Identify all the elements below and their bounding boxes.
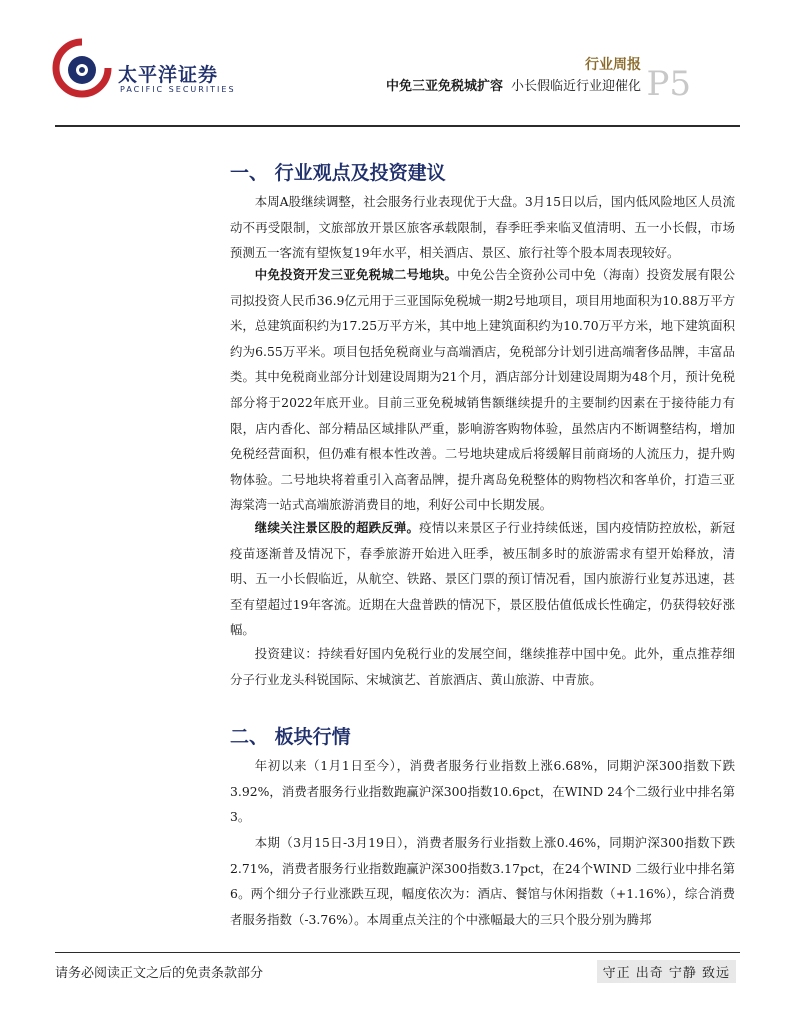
section-title-sector-performance: 二、 板块行情	[230, 726, 351, 748]
paragraph-weekly-performance: 本期（3月15日-3月19日），消费者服务行业指数上涨0.46%，同期沪深300指数下跌2.71%，消费者服务行业指数跑赢沪深300指数3.17pct，在24个WIND 二级行业中排名第6。两个细分子行业涨跌互现，幅度依次为：酒店、餐馆与休闲指数（+1.16%），综合消费者服务指数（-3.76%）。本周重点关注的个中涨幅最大的三只个股分别为腾邦	[230, 835, 735, 927]
report-title	[386, 75, 641, 94]
paragraph-ytd-performance: 年初以来（1月1日至今），消费者服务行业指数上涨6.68%，同期沪深300指数下跌3.92%，消费者服务行业指数跑赢沪深300指数10.6pct，在WIND 24个二级行业中排名第3。	[230, 758, 735, 825]
brand-name-en: PACIFIC SECURITIES	[120, 85, 236, 94]
paragraph-body: 中免公告全资孙公司中免（海南）投资发展有限公司拟投资人民币36.9亿元用于三亚国际免税城一期2号地项目，项目用地面积为10.88万平方米，总建筑面积约为17.25万平方米，其中地上建筑面积约为10.70万平方米，地下建筑面积约为6.55万平米。项目包括免税商业与高端酒店，免税部分计划引进高端奢侈品牌，丰富品类。其中免税商业部分计划建设周期为21个月，酒店部分计划建设周期为48个月，预计免税部分将于2022年底开业。目前三亚免税城销售额继续提升的主要制约因素在于接待能力有限，店内香化、部分精品区域排队严重，影响游客购物体验，虽然店内不断调整结构，增加免税经营面积，但仍难有根本性改善。二号地块建成后将缓解目前商场的人流压力，提升购物体验。二号地块将着重引入高奢品牌，提升离岛免税整体的购物档次和客单价，打造三亚海棠湾一站式高端旅游消费目的地，利好公司中长期发展。	[230, 267, 735, 513]
page-number: P5	[646, 64, 691, 104]
paragraph-lead: 中免投资开发三亚免税城二号地块。	[254, 267, 458, 282]
paragraph-investment-advice: 投资建议：持续看好国内免税行业的发展空间，继续推荐中国中免。此外，重点推荐细分子行业龙头科锐国际、宋城演艺、首旅酒店、黄山旅游、中青旅。	[230, 646, 735, 687]
paragraph-scenic-rebound	[230, 515, 735, 643]
pacific-securities-logo-icon	[52, 38, 112, 98]
footer-motto: 守正 出奇 宁静 致远	[597, 960, 736, 983]
paragraph-body: 疫情以来景区子行业持续低迷，国内疫情防控放松，新冠疫苗逐渐普及情况下，春季旅游开始进入旺季，被压制多时的旅游需求有望开始释放，清明、五一小长假临近，从航空、铁路、景区门票的预订情况看，国内旅游行业复苏迅速，甚至有望超过19年客流。近期在大盘普跌的情况下，景区股估值低成长性确定，仍获得较好涨幅。	[230, 520, 736, 638]
page-header	[0, 0, 791, 130]
report-type: 行业周报	[585, 57, 641, 73]
report-title-main: 中免三亚免税城扩容	[385, 79, 503, 94]
paragraph-market-summary: 本周A股继续调整，社会服务行业表现优于大盘。3月15日以后，国内低风险地区人员流动不再受限制，文旅部放开景区旅客承载限制，春季旺季来临叉值清明、五一小长假，市场预测五一客流有望恢复19年水平，相关酒店、景区、旅行社等个股本周表现较好。	[230, 194, 735, 261]
section-title-industry-view: 一、 行业观点及投资建议	[230, 162, 446, 184]
report-title-sub: 小长假临近行业迎催化	[510, 79, 641, 94]
paragraph-lead: 继续关注景区股的超跌反弹。	[254, 520, 420, 535]
paragraph-cdf-sanya	[230, 262, 735, 518]
footer-disclaimer: 请务必阅读正文之后的免责条款部分	[55, 966, 264, 981]
footer-divider	[55, 952, 740, 953]
brand-name-cn: 太平洋证券	[118, 64, 219, 86]
header-divider	[55, 125, 740, 127]
